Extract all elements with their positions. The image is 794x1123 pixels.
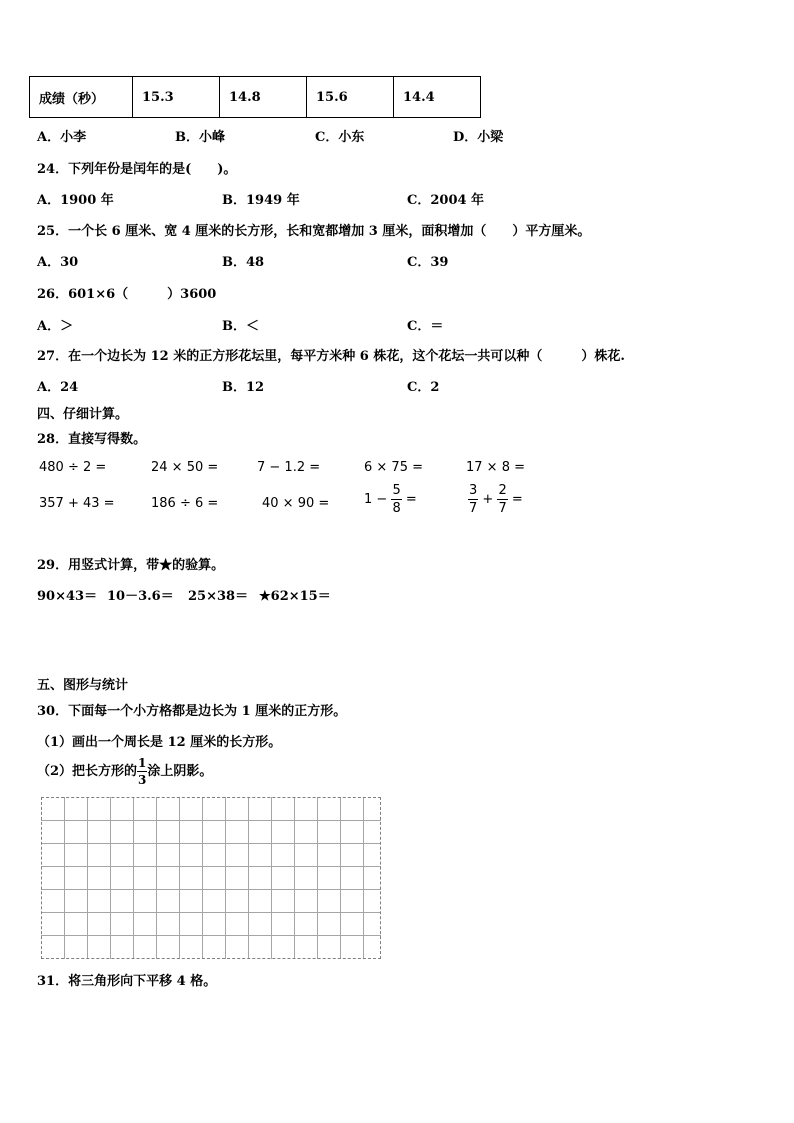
q28-item: 357 + 43 = [39,496,115,511]
q24-option-b: B．1949 年 [222,193,300,208]
q30-part2-text: 涂上阴影。 [147,764,213,779]
q28-item: 186 ÷ 6 = [151,496,219,511]
table-cell: 14.8 [220,77,307,118]
table-cell: 15.3 [133,77,220,118]
q29-item: ★62×15＝ [259,589,331,604]
q28-item: 6 × 75 = [364,460,423,475]
q30-part2 [37,757,212,786]
fraction [468,484,478,515]
q28-item: 7 − 1.2 = [257,460,321,475]
q26-option-b: B．＜ [222,319,259,334]
q29-item: 10－3.6＝ [107,589,174,604]
fraction-denominator: 3 [138,773,147,787]
q26-option-a: A．＞ [37,319,74,334]
q24-option-a: A．1900 年 [37,193,114,208]
fraction-denominator: 7 [469,501,478,516]
q25-option-a: A．30 [37,255,79,270]
fraction-denominator: 7 [498,501,507,516]
q28-item: 24 × 50 = [151,460,219,475]
q30-part1: （1）画出一个周长是 12 厘米的长方形。 [37,735,282,750]
q29-item: 25×38＝ [188,589,249,604]
q28-stem: 28．直接写得数。 [37,432,147,447]
fraction-numerator: 1 [138,756,147,770]
q28-item: 480 ÷ 2 = [39,460,107,475]
q25-option-b: B．48 [222,255,265,270]
q27-stem: 27．在一个边长为 12 米的正方形花坛里，每平方米种 6 株花，这个花坛一共可以种（ ）株花. [37,349,625,364]
q30-stem: 30．下面每一个小方格都是边长为 1 厘米的正方形。 [37,704,347,719]
q24-stem: 24．下列年份是闰年的是( )。 [37,162,237,177]
q23-option-d: D．小梁 [453,130,504,145]
section-4-heading: 四、仔细计算。 [37,407,129,422]
q28-fraction-item [468,484,523,515]
q27-option-b: B．12 [222,380,265,395]
fraction-lead: 1 − [364,492,388,507]
q27-option-c: C．2 [407,380,440,395]
q28-fraction-item [364,484,417,515]
fraction-denominator: 8 [392,501,401,516]
q28-item: 17 × 8 = [466,460,525,475]
q28-item: 40 × 90 = [262,496,330,511]
q29-item: 90×43＝ [37,589,98,604]
q25-option-c: C．39 [407,255,449,270]
q27-option-a: A．24 [37,380,79,395]
q24-option-c: C．2004 年 [407,193,485,208]
table-header-cell: 成绩（秒） [30,77,133,118]
fraction [391,484,401,515]
plus-sign: + [482,492,494,507]
table-cell: 14.4 [394,77,481,118]
q23-option-b: B．小峰 [175,130,225,145]
q31-stem: 31．将三角形向下平移 4 格。 [37,974,217,989]
fraction [137,757,147,786]
table-cell: 15.6 [307,77,394,118]
fraction-tail: = [511,492,523,507]
q23-option-c: C．小东 [315,130,365,145]
fraction-numerator: 3 [469,483,478,498]
fraction-numerator: 5 [392,483,401,498]
q26-option-c: C．＝ [407,319,444,334]
fraction-numerator: 2 [498,483,507,498]
fraction-tail: = [405,492,417,507]
q23-option-a: A．小李 [37,130,87,145]
q29-stem: 29．用竖式计算，带★的验算。 [37,558,225,573]
fraction [497,484,507,515]
q30-part2-text: （2）把长方形的 [37,764,138,779]
section-5-heading: 五、图形与统计 [37,678,129,693]
q25-stem: 25．一个长 6 厘米、宽 4 厘米的长方形，长和宽都增加 3 厘米，面积增加（ ）平方厘米。 [37,224,591,239]
table-row [30,77,481,118]
square-grid[interactable] [41,797,381,959]
scores-table [29,76,481,118]
q26-stem: 26．601×6（ ）3600 [37,287,217,302]
